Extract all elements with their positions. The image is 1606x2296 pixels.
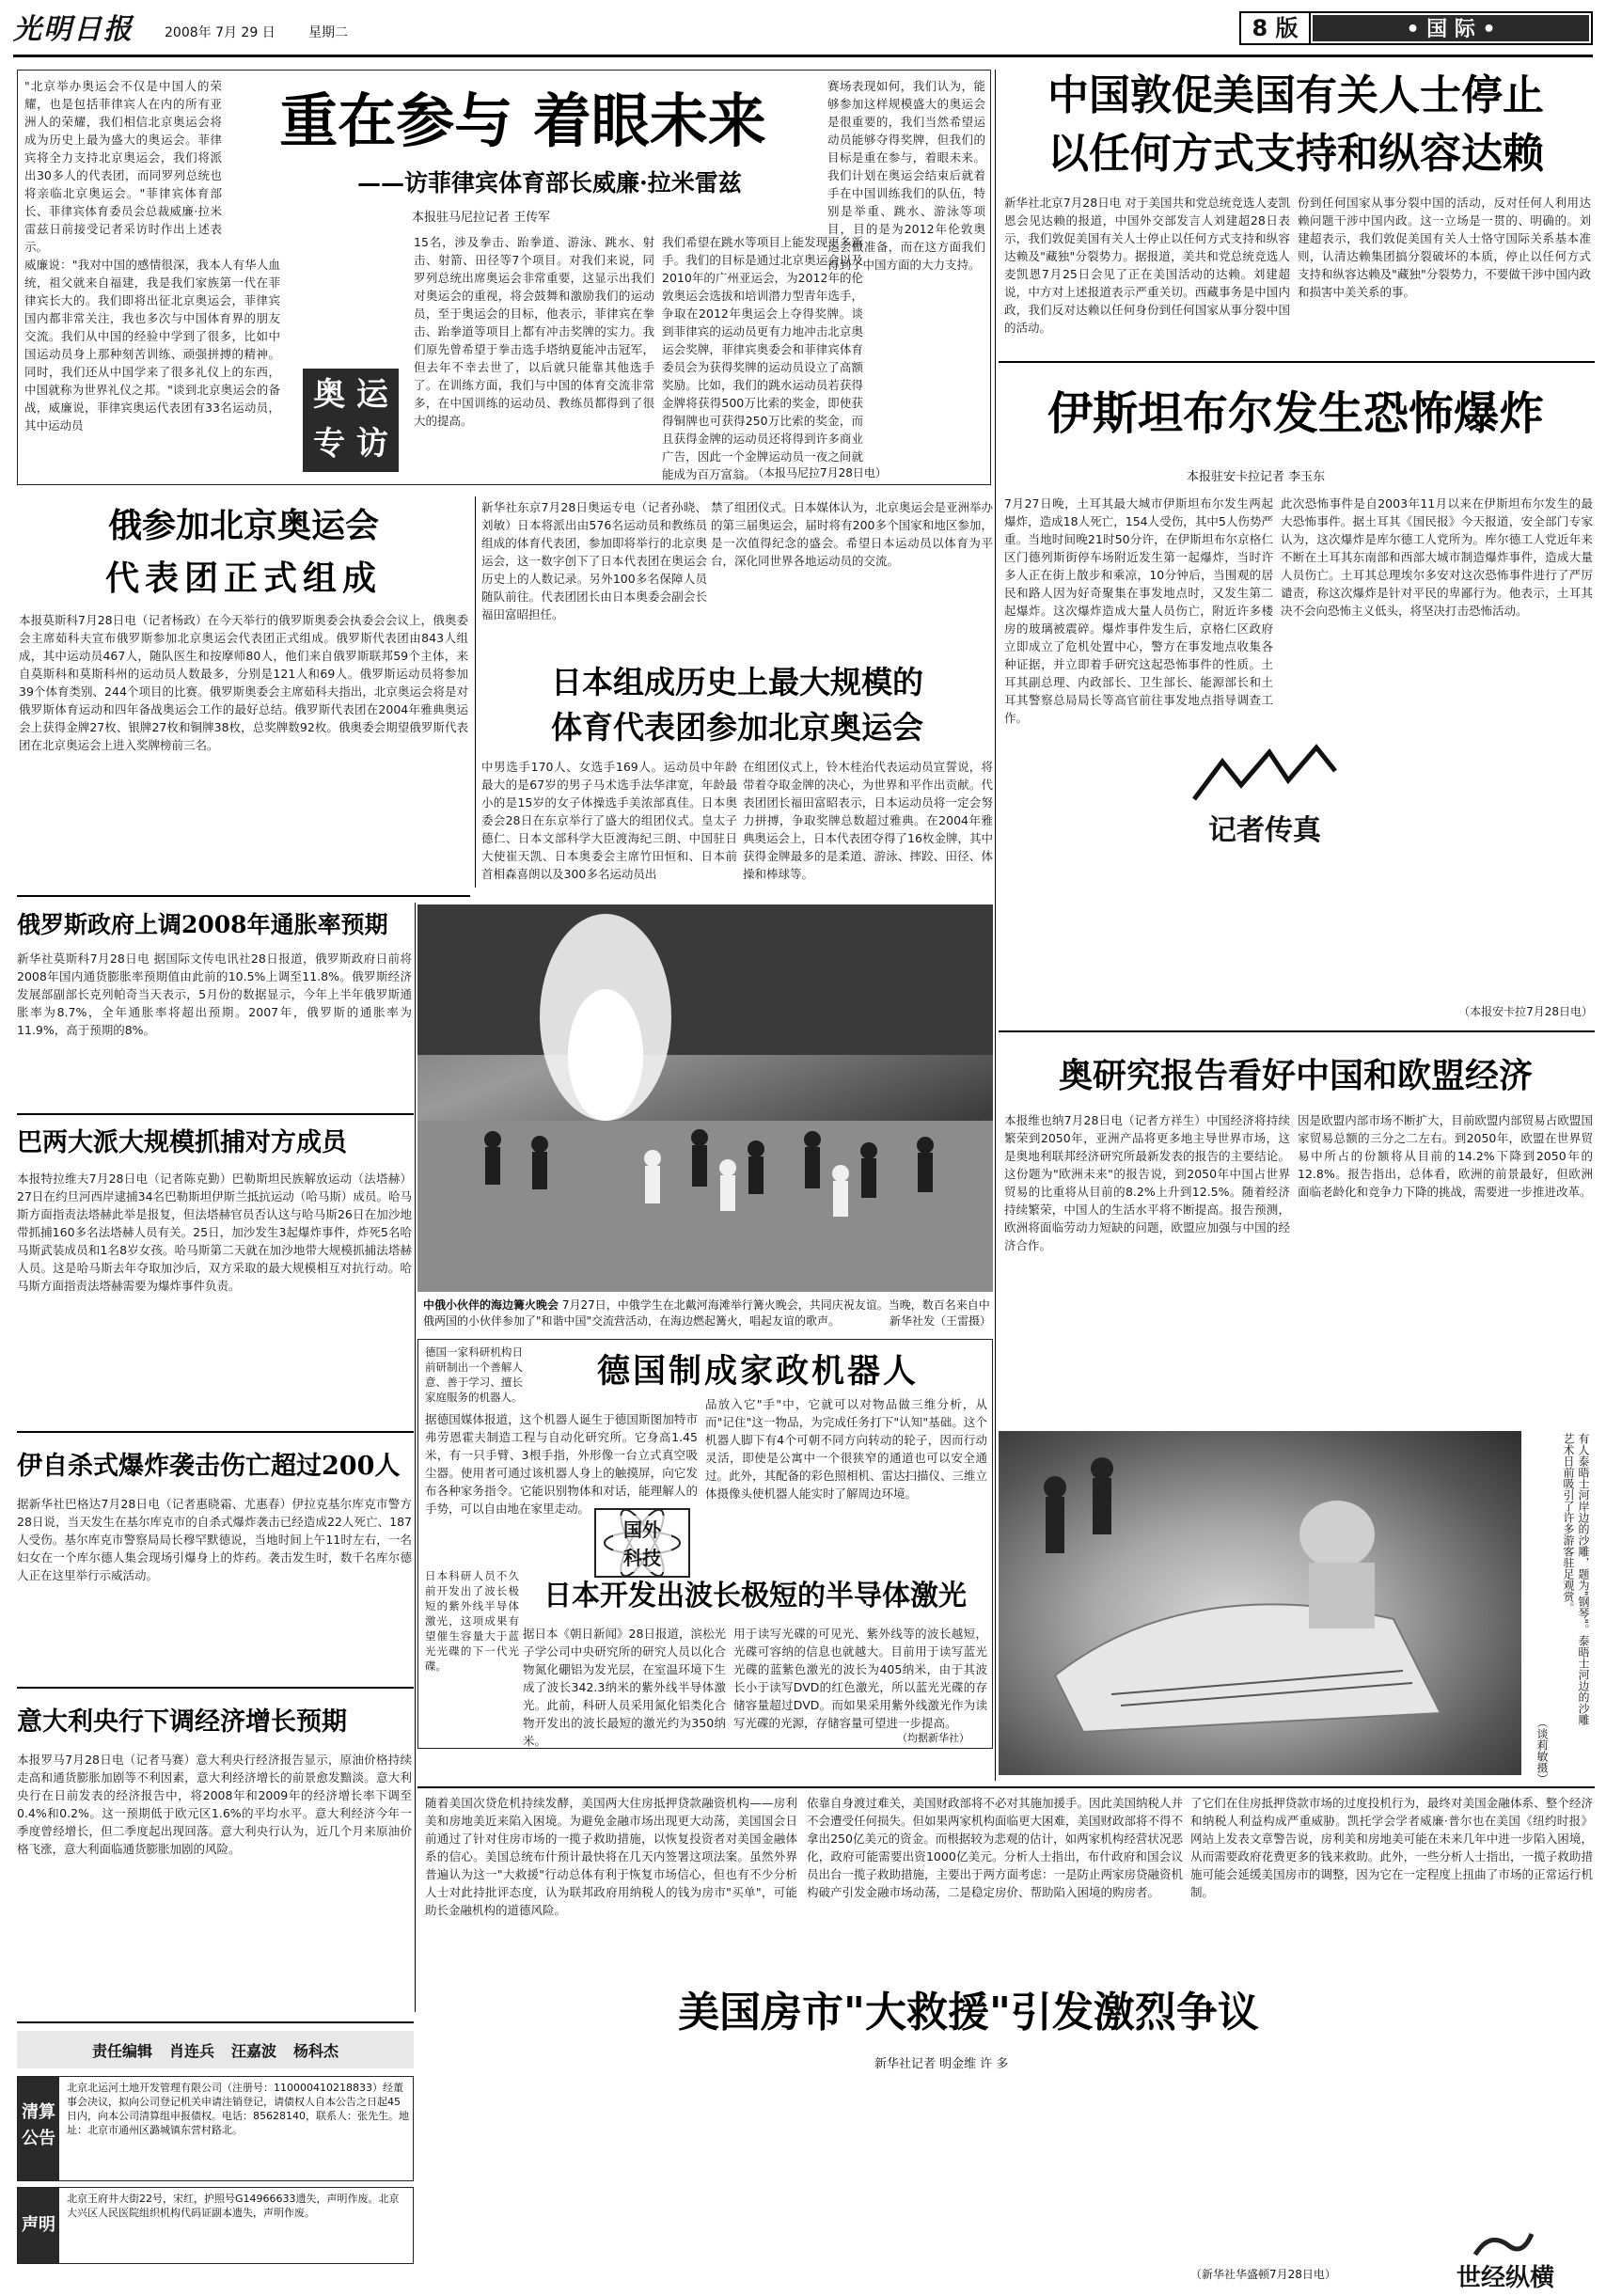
reporter-fax-badge	[1185, 743, 1345, 846]
article-philippines-subtitle: ——访菲律宾体育部长威廉·拉米雷兹	[357, 169, 742, 197]
science-badge	[594, 1508, 690, 1578]
masthead-date: 2008年 7月 29 日	[165, 25, 276, 40]
article-russia-olympic-body: 本报莫斯科7月28日电（记者杨政）在今天举行的俄罗斯奥委会执委会会议上，俄奥委会主席茹科夫宣布俄罗斯参加北京奥运会代表团正式组成。俄罗斯代表团由843人组成，其中运动员467人，随队医生和按摩师80人，他们来自俄罗斯联邦59个主体，来自莫斯科和莫斯科州的运动员人数最多，分别是121人和69人。俄罗斯运动员将参加39个体育类别、244个项目的比赛。俄罗斯奥委会主席茹科夫指出，北京奥运会将是对俄罗斯体育运动和四年备战奥运会工作的最好总结。俄罗斯代表团在2004年雅典奥运会上获得金牌27枚、银牌27枚和铜牌38枚，总奖牌数92枚。俄奥委会期望俄罗斯代表团在北京奥运会上进入奖牌榜前三名。	[19, 613, 468, 752]
divider-a6	[17, 1687, 414, 1689]
article-italy-body: 本报罗马7月28日电（记者马赛）意大利央行经济报告显示，原油价格持续走高和通货膨胀加剧等不利因素，意大利经济增长的前景愈发黯淡。意大利央行在日前发表的经济报告中，将2008年和2009年的经济增长率下调至0.4%和0.2%。这一预期低于欧元区1.6%的平均水平。意大利经济今年一季度曾经增长，但二季度起出现回落。意大利央行认为，近几个月来原油价格飞涨，意大利面临通货膨胀加剧的风险。	[17, 1753, 412, 1856]
article-austria-report-body-r: 因是欧盟内部市场不断扩大，目前欧盟内部贸易占欧盟国家贸易总额的三分之二左右。到2050年，欧盟在世界贸易中所占的份额将从目前的14.2%下降到2050年的12.8%。报告指出，总体看，欧洲的前景最好，但欧洲面临老龄化和竞争力下降的挑战，需要进一步推进改革。	[1298, 1113, 1593, 1199]
article-philippines-dateline: （本报马尼拉7月28日电）	[752, 466, 887, 480]
section-name: • 国 际 •	[1313, 15, 1589, 41]
piano-sculpture-icon	[999, 1431, 1521, 1775]
masthead-weekday: 星期二	[308, 25, 348, 40]
divider-a10	[999, 361, 1595, 363]
article-china-urges-body-l: 新华社北京7月28日电 对于美国共和党总统竞选人麦凯恩会见达赖的报道，中国外交部发言人刘建超28日表示，我们敦促美国有关人士停止以任何方式支持和纵容达赖及"藏独"分裂势力。据报道，美共和党总统竞选人麦凯恩7月25日会见了正在美国活动的达赖。刘建超说，中方对上述报道表示严重关切。西藏事务是中国内政，我们反对达赖以任何身份到任何国家从事分裂中国的活动。	[1004, 196, 1290, 335]
footer-editor-2: 汪嘉波	[231, 2041, 277, 2060]
article-japan-olympic-title-2: 体育代表团参加北京奥运会	[551, 709, 923, 746]
footer-editor-1: 肖连兵	[168, 2041, 214, 2060]
notice-statement	[17, 2187, 414, 2264]
divider-a5	[17, 1431, 414, 1433]
article-istanbul-dateline: （本报安卡拉7月28日电）	[1458, 1005, 1593, 1018]
page-number: 8 版	[1241, 13, 1311, 43]
article-germany-robot-body-r: 品放入它"手"中，它就可以对物品做三维分析，从而"记住"这一物品，为完成任务打下"认知"基础。这个机器人脚下有4个可朝不同方向转动的轮子，因而行动灵活，即使是公寓中一个很狭窄的通道也可以安全通过。此外，其配备的彩色照相机、雷达扫描仪、三维立体摄像头使机器人能实时了解周边环境。	[705, 1397, 988, 1501]
divider-a11	[999, 1030, 1595, 1032]
article-philippines-col3: 我们希望在跳水等项目上能发现更多新手。我们的目标是通过北京奥运会以及2010年的广州亚运会，为2012年的伦敦奥运会选拔和培训潜力型青年选手，争取在2012年奥运会上夺得奖牌。谈到菲律宾的运动员更有力地冲击北京奥运会奖牌，菲律宾奥委会和菲律宾体育委员会为获得奖牌的运动员设立了高额奖励。比如，我们的跳水运动员若获得金牌将获得500万比索的奖金，即使获得铜牌也可获得250万比索的奖金，而且获得金牌的运动员还将得到许多商业广告，因此一个金牌运动员一夜之间就能成为百万富翁。	[662, 235, 863, 481]
bonfire-figure-icon	[417, 904, 993, 1292]
photo-beach-bonfire	[417, 904, 993, 1292]
article-germany-robot-intro: 德国一家科研机构日前研制出一个善解人意、善于学习、擅长家庭服务的机器人。	[425, 1345, 523, 1404]
article-japan-laser-intro: 日本科研人员不久前开发出了波长极短的紫外线半导体激光，这项成果有望催生容量大于蓝光光碟的下一代光碟。	[425, 1569, 519, 1673]
fax-signal-icon	[1185, 743, 1345, 809]
article-philippines-byline: 本报驻马尼拉记者 王传军	[412, 211, 551, 225]
vertical-rule-right	[995, 70, 996, 1781]
photo-beach-bonfire-caption-title: 中俄小伙伴的海边篝火晚会	[423, 1298, 559, 1312]
article-japan-olympic-title-1: 日本组成历史上最大规模的	[551, 664, 923, 700]
notice-liquidation	[17, 2076, 414, 2181]
article-istanbul-body-l: 7月27日晚，土耳其最大城市伊斯坦布尔发生两起爆炸，造成18人死亡，154人受伤，其中5人伤势严重。当地时间晚21时50分许，在伊斯坦布尔京格仁区门德列斯街停车场附近发生第一起爆炸，当时许多人正在街上散步和乘凉，10分钟后，当围观的居民和路人因为好奇聚集在事发地点时，又发生第二起爆炸。这次爆炸造成大量人员伤亡，附近许多楼房的玻璃被震碎。爆炸事件发生后，京格仁区政府立即成立了危机处置中心，警方在事发地点收集各种证据，并立即着手研究这起恐怖事件的性质。土耳其副总理、内政部长、卫生部长、能源部长和土耳其警察总局局长等高官前往事发地点指导调查工作。	[1004, 496, 1273, 725]
photo-sand-sculpture	[999, 1431, 1521, 1775]
reporter-fax-badge-label: 记者传真	[1208, 814, 1321, 847]
article-austria-report-title: 奥研究报告看好中国和欧盟经济	[1058, 1056, 1533, 1095]
article-us-housing-col3: 了它们在住房抵押贷款市场的过度投机行为，最终对美国金融体系、整个经济和纳税人利益构成严重威胁。凯托学会学者威廉·普尔也在美国《纽约时报》网站上发表文章警告说，房利美和房地美可能在未来几年中进一步陷入困境，从而需要政府花费更多的钱来救助。此外，一些分析人士指出，一揽子救助措施可能会延缓美国房市的调整，因为它在一定程度上扭曲了市场的正常运行机制。	[1190, 1796, 1593, 1899]
article-iraq-body: 据新华社巴格达7月28日电（记者惠晓霜、尤惠春）伊拉克基尔库克市警方28日说，当天发生在基尔库克市的自杀式爆炸袭击已经造成22人死亡、187人受伤。基尔库克市警察局局长穆罕默德说，当地时间上午11时左右，一名妇女在一个库尔德人集会现场引爆身上的炸药。袭击发生时，数千名库尔德人正在这里举行示威活动。	[17, 1497, 412, 1582]
notice-liquidation-text: 北京北运河土地开发管理有限公司（注册号：110000410218833）经董事会决议，拟向公司登记机关申请注销登记，请债权人自本公告之日起45日内，向本公司清算组申报债权。电话：85628140，联系人：张先生。地址：北京市通州区潞城镇东营村路北。	[67, 2082, 409, 2136]
article-philippines-lead: "北京举办奥运会不仅是中国人的荣耀，也是包括菲律宾人在内的所有亚洲人的荣耀，我们相信北京奥运会将成为历史上最为盛大的奥运会。菲律宾将全力支持北京奥运会，我们将派出30多人的代表团，而同罗列总统也将亲临北京奥运会。"菲律宾体育部长、菲律宾体育委员会总裁威廉·拉米雷兹日前接受记者采访时作出上述表示。	[24, 79, 222, 254]
masthead-logo: 光明日报	[13, 13, 134, 46]
article-china-urges-title-2: 以任何方式支持和纵容达赖	[1047, 130, 1544, 178]
footer-editor-3: 杨科杰	[293, 2041, 339, 2060]
article-istanbul-body-r2	[1354, 748, 1593, 1021]
article-germany-robot-title: 德国制成家政机器人	[596, 1352, 919, 1391]
notice-statement-text: 北京王府井大街22号，宋红，护照号G14966633遗失，声明作废。北京大兴区人民医院组织机构代码证副本遗失，声明作废。	[67, 2193, 400, 2219]
article-us-housing-title: 美国房市"大救援"引发激烈争议	[678, 1989, 1259, 2037]
vertical-rule-left	[415, 903, 416, 2012]
article-us-housing-dateline: （新华社华盛顿7月28日电）	[1190, 2268, 1336, 2281]
vertical-rule-a2a3	[475, 496, 476, 888]
article-japan-laser-body-l: 据日本《朝日新闻》28日报道，滨松光子学公司中央研究所的研究人员以化合物氮化硼铝为发光层，在室温环境下生成了波长342.3纳米的紫外线半导体激光。此前，科研人员采用氮化铝类化合物开发出的波长最短的激光约为350纳米。	[523, 1627, 726, 1748]
article-palestine-title: 巴两大派大规模抓捕对方成员	[17, 1128, 347, 1157]
world-economy-badge	[1418, 2226, 1593, 2292]
divider-a13-top	[417, 1786, 1595, 1788]
photo-beach-bonfire-credit: 新华社发（王雷摄）	[889, 1314, 991, 1328]
notice-liquidation-label: 清算 公告	[18, 2077, 59, 2180]
article-philippines-col1: 威廉说："我对中国的感情很深，我本人有华人血统，祖父就来自福建，我是我们家族第一代在菲律宾长大的。我们即将出征北京奥运会，菲律宾国内都非常关注，我也多次与中国体育界的朋友交流。我们从中国的经验中学到了很多，比如中国运动员身上那种刻苦训练、顽强拼搏的精神。同时，我们还从中国学来了很多礼仪上的东西，中国就称为世界礼仪之邦。"谈到北京奥运会的备战，威廉说，菲律宾奥运代表团有33名运动员，其中运动员	[24, 258, 280, 432]
photo-sand-sculpture-caption: 有人泰晤士河岸边的沙雕，题为"钢琴"。泰晤士河边的沙雕艺术日前吸引了许多游客驻足观赏。	[1562, 1433, 1590, 1726]
footer-rule	[17, 2021, 414, 2023]
article-us-housing-byline: 新华社记者 明金维 许 多	[874, 2057, 1009, 2071]
article-japan-olympic-col2: 禁了组团仪式。日本媒体认为，北京奥运会是亚洲举办的第三届奥运会，届时将有200多个国家和地区参加，是一次值得纪念的盛会。希望日本运动员以体育为平台，深化同世界各地运动员的交流。	[711, 500, 994, 568]
article-istanbul-title: 伊斯坦布尔发生恐怖爆炸	[1047, 387, 1544, 440]
world-economy-badge-label: 世经纵横	[1456, 2264, 1554, 2292]
article-japan-olympic-body-r: 在组团仪式上，铃木桂治代表运动员宣誓说，将带着夺取金牌的决心，为世界和平作出贡献。代表团团长福田富昭表示，日本运动员将一定会努力拼搏，争取奖牌总数超过雅典。在2004年雅典奥运会上，日本代表团夺得了16枚金牌，其中获得金牌最多的是柔道、游泳、摔跤、田径、体操和棒球等。	[743, 760, 993, 881]
article-russia-olympic-title-2: 代表团正式组成	[104, 558, 382, 598]
article-china-urges-body-r: 份到任何国家从事分裂中国的活动，反对任何人利用达赖问题干涉中国内政。这一立场是一贯的、明确的。刘建超表示，我们敦促美国有关人士恪守国际关系基本准则，认清达赖集团搞分裂破坏的本质，停止以任何方式支持和纵容达赖及"藏独"分裂势力，不要做干涉中国内政和损害中美关系的事。	[1298, 196, 1591, 299]
article-us-housing-col1b	[425, 2082, 797, 2288]
article-us-housing-col2: 依靠自身渡过难关，美国财政部将不必对其施加援手。因此美国纳税人并不会遭受任何损失。但如果两家机构面临更大困难，美国财政部将不得不拿出250亿美元的资金。而根据较为悲观的估计，如两家机构经营状况恶化，政府可能需要出资1000亿美元。分析人士指出，布什政府和国会议员出台一揽子救助措施，主要出于两方面考虑：一是防止两家房贷融资机构破产引发金融市场动荡，二是稳定房价、帮助陷入困境的购房者。	[807, 1796, 1184, 1899]
article-philippines-title: 重在参与 着眼未来	[279, 86, 766, 155]
notice-statement-label: 声明	[18, 2188, 59, 2263]
footer-editor-label: 责任编辑	[91, 2041, 152, 2060]
article-germany-robot-body-l: 据德国媒体报道，这个机器人诞生于德国斯图加特市弗劳恩霍夫制造工程与自动化研究所。它身高1.45米，有一只手臂、3根手指，外形像一台立式真空吸尘器。使用者可通过该机器人身上的触摸屏，向它发布各种家务指令。它能识别物体和对话，能理解人的手势，可以自由地在家里走动。	[425, 1412, 698, 1516]
science-badge-label: 国外 科技	[613, 1516, 671, 1572]
article-palestine-body: 本报特拉维夫7月28日电（记者陈克勤）巴勒斯坦民族解放运动（法塔赫）27日在约旦河西岸逮捕34名巴勒斯坦伊斯兰抵抗运动（哈马斯）成员。哈马斯方面指责法塔赫此举是报复，但法塔赫官员否认这与哈马斯26日在加沙地带抓捕160多名法塔赫人员有关。25日，加沙发生3起爆炸事件，炸死5名哈马斯武装成员和1名8岁女孩。哈马斯第二天就在加沙地带大规模抓捕法塔赫人员。这是哈马斯去年夺取加沙后，双方采取的最大规模相互对抗行动。哈马斯方面指责法塔赫需要为爆炸事件负责。	[17, 1172, 412, 1293]
article-us-housing-col3b	[1190, 2082, 1593, 2223]
article-italy-title: 意大利央行下调经济增长预期	[17, 1707, 347, 1737]
article-austria-report-body: 本报维也纳7月28日电（记者方祥生）中国经济将持续繁荣到2050年，亚洲产品将更多地主导世界市场，这是奥地利联邦经济研究所最新发表的报告的主要结论。这份题为"欧洲未来"的报告说，到2050年中国占世界贸易的比重将从目前的8.2%上升到12.5%。随着经济持续繁荣，中国人的生活水平将不断提高。报告预测，欧洲将面临劳动力短缺的问题，欧盟应加强与中国的经济合作。	[1004, 1113, 1290, 1252]
page-number-box	[1239, 11, 1593, 45]
article-us-housing-col1: 随着美国次贷危机持续发酵，美国两大住房抵押贷款融资机构——房利美和房地美近来陷入困境。为避免金融市场出现更大动荡，美国国会日前通过了针对住房市场的一揽子救助措施，以恢复投资者对美国金融体系的信心。美国总统布什预计最快将在几天内签署这项法案。虽然外界普遍认为这一"大救援"行动总体有利于恢复市场信心，但也有不少分析人士对此持批评态度，认为联邦政府用纳税人的钱为房市"买单"，可能助长金融机构的道德风险。	[425, 1796, 797, 1917]
article-japan-laser-body-r: 用于读写光碟的可见光、紫外线等的波长越短，光碟可容纳的信息也就越大。目前用于读写蓝光光碟的蓝紫色激光的波长为405纳米，由于其波长小于读写DVD的红色激光，所以蓝光光碟的存储容量超过DVD。而如果采用紫外线激光作为读写光碟的光源，存储容量可望进一步提高。	[733, 1627, 987, 1730]
article-russia-inflation-body: 新华社莫斯科7月28日电 据国际文传电讯社28日报道，俄罗斯政府日前将2008年国内通货膨胀率预期值由此前的10.5%上调至11.8%。俄罗斯经济发展部副部长克列帕奇当天表示，5月份的数据显示，今年上半年俄罗斯通胀率为8.7%，全年通胀率将超出预期。2007年，俄罗斯的通胀率为11.9%，高于预期的8%。	[17, 951, 412, 1037]
article-istanbul-body-r: 此次恐怖事件是自2003年11月以来在伊斯坦布尔发生的最大恐怖事件。据土耳其《国民报》今天报道，安全部门专家认为，这次爆炸是库尔德工人党所为。库尔德工人党近年来不断在土耳其东南部和西部大城市制造爆炸事件，造成大量人员伤亡。土耳其总理埃尔多安对这次恐怖事件进行了严厉谴责，称这次爆炸是针对平民的卑鄙行为。他表示，土耳其决不会向恐怖主义低头，将坚决打击恐怖活动。	[1281, 496, 1593, 618]
masthead-rule	[13, 55, 1593, 57]
photo-sand-sculpture-credit: （谈莉敏摄）	[1535, 1717, 1549, 1785]
article-philippines-col2: 15名，涉及拳击、跆拳道、游泳、跳水、射击、射箭、田径等7个项目。对我们来说，同罗列总统出席奥运会非常重要，这显示出我们对奥运会的重视，将会鼓舞和激励我们的运动员，至于奥运会的目标，他表示，菲律宾在拳击、跆拳道等项目上都有冲击奖牌的实力。我们原先曾希望于拳击选手塔纳夏能冲击冠军，但去年不幸去世了，以后就只能靠其他选手了。在训练方面，我们与中国的体育交流非常多，在中国训练的运动员、教练员都得到了很大的提高。	[414, 235, 654, 428]
footer-editors	[17, 2031, 414, 2068]
article-japan-olympic-lead: 新华社东京7月28日奥运专电（记者孙晓、刘敏）日本将派出由576名运动员和教练员组成的体育代表团，参加即将举行的北京奥运会，这一数字创下了日本代表团在奥运会历史上的人数记录。另外100多名保障人员随队前往。代表团团长由日本奥委会副会长福田富昭担任。	[481, 500, 707, 621]
article-philippines-badge: 奥 运 专 访	[303, 369, 399, 472]
article-iraq-title: 伊自杀式爆炸袭击伤亡超过200人	[17, 1452, 401, 1481]
article-china-urges-title-1: 中国敦促美国有关人士停止	[1047, 71, 1544, 119]
article-russia-olympic-title-1: 俄参加北京奥运会	[107, 506, 379, 545]
photo-beach-bonfire-caption-text: 7月27日，中俄学生在北戴河海滩举行篝火晚会，共同庆祝友谊。当晚，数百名来自中俄两国的小伙伴参加了"和谐中国"交流营活动，在海边燃起篝火，唱起友谊的歌声。	[423, 1298, 990, 1328]
photo-beach-bonfire-caption	[423, 1297, 991, 1335]
divider-a2	[17, 895, 470, 897]
article-japan-olympic-body-l: 中男选手170人、女选手169人。运动员中年龄最大的是67岁的男子马术选手法华津宽，年龄最小的是15岁的女子体操选手美浓部真佳。日本奥委会28日在东京举行了盛大的组团仪式。皇太子德仁、日本文部科学大臣渡海纪三朗、中国驻日大使崔天凯、日本奥委会主席竹田恒和、日本前首相森喜朗以及300多名运动员出	[481, 760, 737, 881]
article-japan-laser-title: 日本开发出波长极短的半导体激光	[543, 1580, 967, 1612]
article-russia-inflation-title: 俄罗斯政府上调2008年通胀率预期	[17, 911, 388, 938]
article-japan-laser-dateline: （均据新华社）	[897, 1732, 969, 1744]
article-istanbul-byline: 本报驻安卡拉记者 李玉东	[1187, 470, 1326, 484]
divider-a4	[17, 1113, 414, 1115]
article-philippines-col4: 赛场表现如何，我们认为，能够参加这样规模盛大的奥运会是很重要的，我们当然希望运动员能够夺得奖牌，但我们的目标是重在参与，着眼未来。我们计划在奥运会结束后就着手在中国训练我们的队伍，特别是举重、跳水、游泳等项目，目的是为2012年伦敦奥运会做准备，而在这方面我们得到了中国方面的大力支持。	[827, 79, 985, 272]
